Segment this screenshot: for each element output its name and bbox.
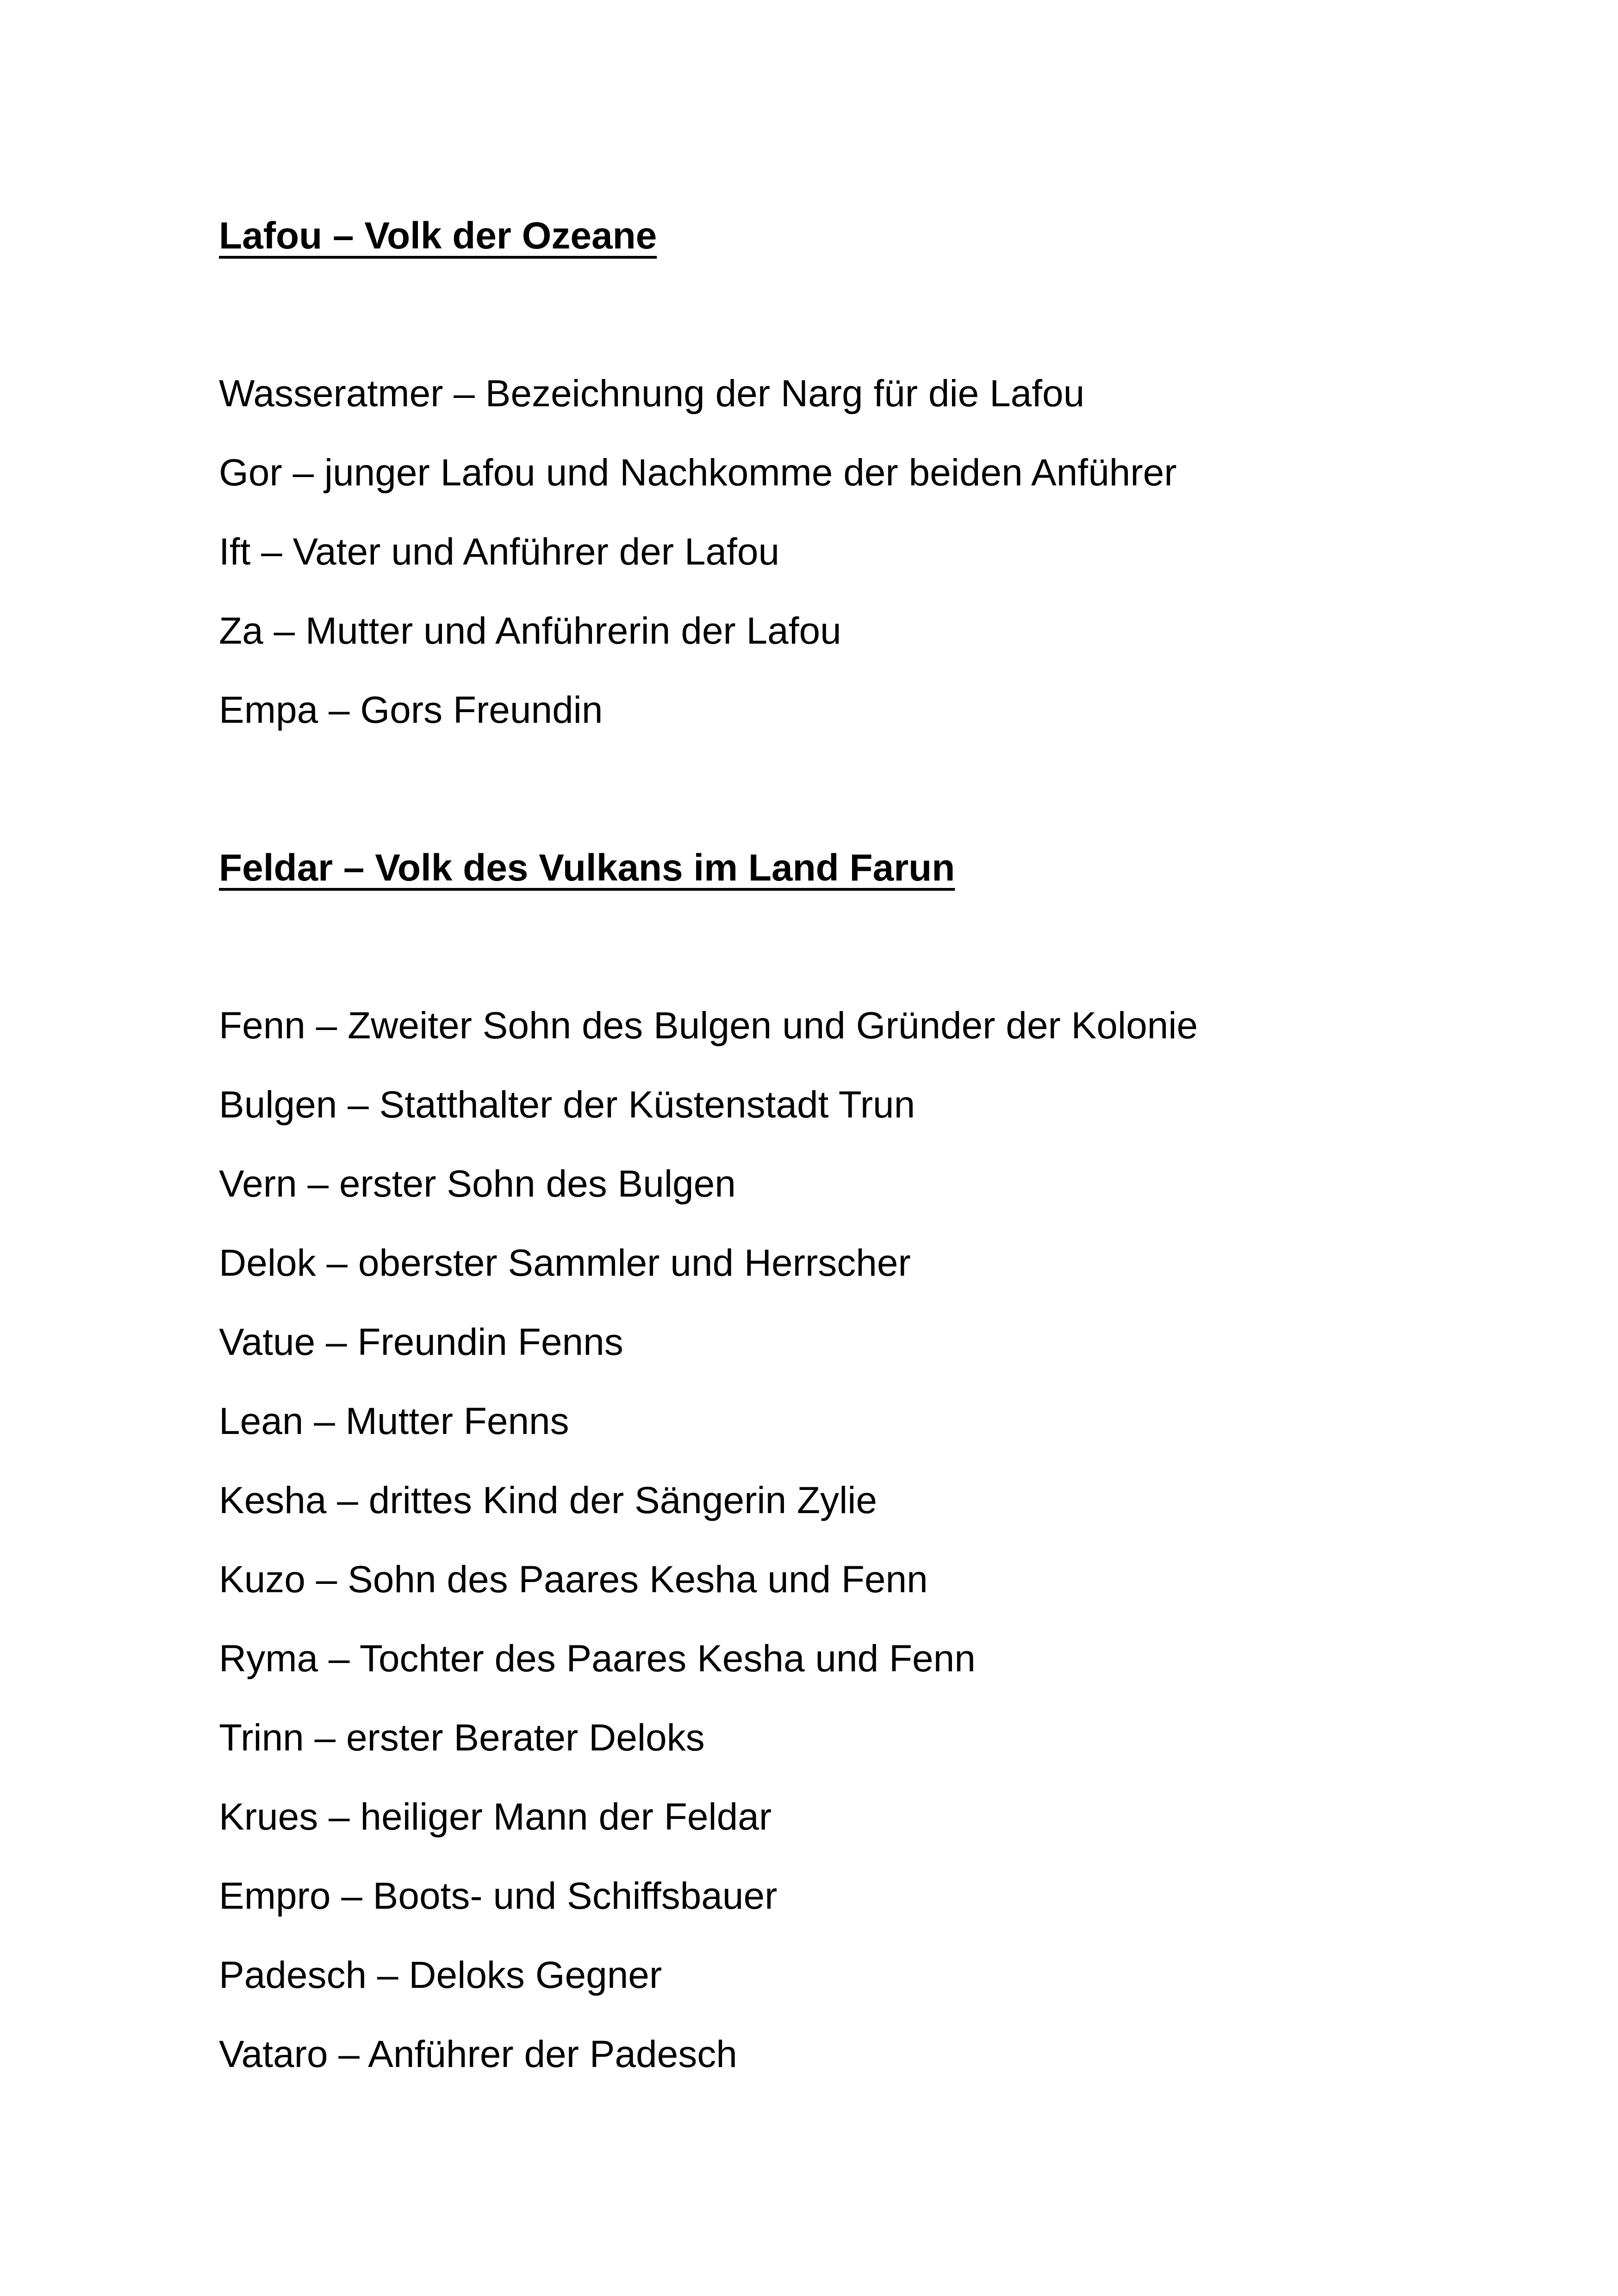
list-item: Fenn – Zweiter Sohn des Bulgen und Gründer der Kolonie	[219, 1005, 1198, 1047]
section-heading: Lafou – Volk der Ozeane	[219, 215, 657, 257]
list-item: Padesch – Deloks Gegner	[219, 1954, 662, 1996]
list-item: Empa – Gors Freundin	[219, 689, 603, 731]
list-item: Ift – Vater und Anführer der Lafou	[219, 531, 780, 573]
list-item: Bulgen – Statthalter der Küstenstadt Trun	[219, 1084, 915, 1126]
section-feldar	[219, 845, 1515, 2078]
character-list	[219, 371, 1515, 733]
list-item: Za – Mutter und Anführerin der Lafou	[219, 610, 841, 652]
list-item: Kesha – drittes Kind der Sängerin Zylie	[219, 1479, 877, 1521]
list-item: Vataro – Anführer der Padesch	[219, 2033, 737, 2075]
list-item: Kuzo – Sohn des Paares Kesha und Fenn	[219, 1558, 928, 1601]
list-item: Trinn – erster Berater Deloks	[219, 1717, 705, 1759]
document-content	[219, 213, 1515, 2078]
list-item: Wasseratmer – Bezeichnung der Narg für die Lafou	[219, 372, 1085, 415]
section-lafou	[219, 213, 1515, 733]
section-heading: Feldar – Volk des Vulkans im Land Farun	[219, 847, 955, 889]
list-item: Krues – heiliger Mann der Feldar	[219, 1796, 772, 1838]
spacer	[219, 259, 1515, 371]
list-item: Delok – oberster Sammler und Herrscher	[219, 1242, 911, 1284]
list-item: Ryma – Tochter des Paares Kesha und Fenn	[219, 1638, 976, 1680]
list-item: Lean – Mutter Fenns	[219, 1400, 569, 1442]
list-item: Gor – junger Lafou und Nachkomme der beiden Anführer	[219, 452, 1177, 494]
list-item: Empro – Boots- und Schiffsbauer	[219, 1875, 778, 1917]
list-item: Vatue – Freundin Fenns	[219, 1321, 623, 1363]
list-item: Vern – erster Sohn des Bulgen	[219, 1163, 736, 1205]
spacer	[219, 733, 1515, 845]
character-list	[219, 1003, 1515, 2078]
spacer	[219, 891, 1515, 1003]
